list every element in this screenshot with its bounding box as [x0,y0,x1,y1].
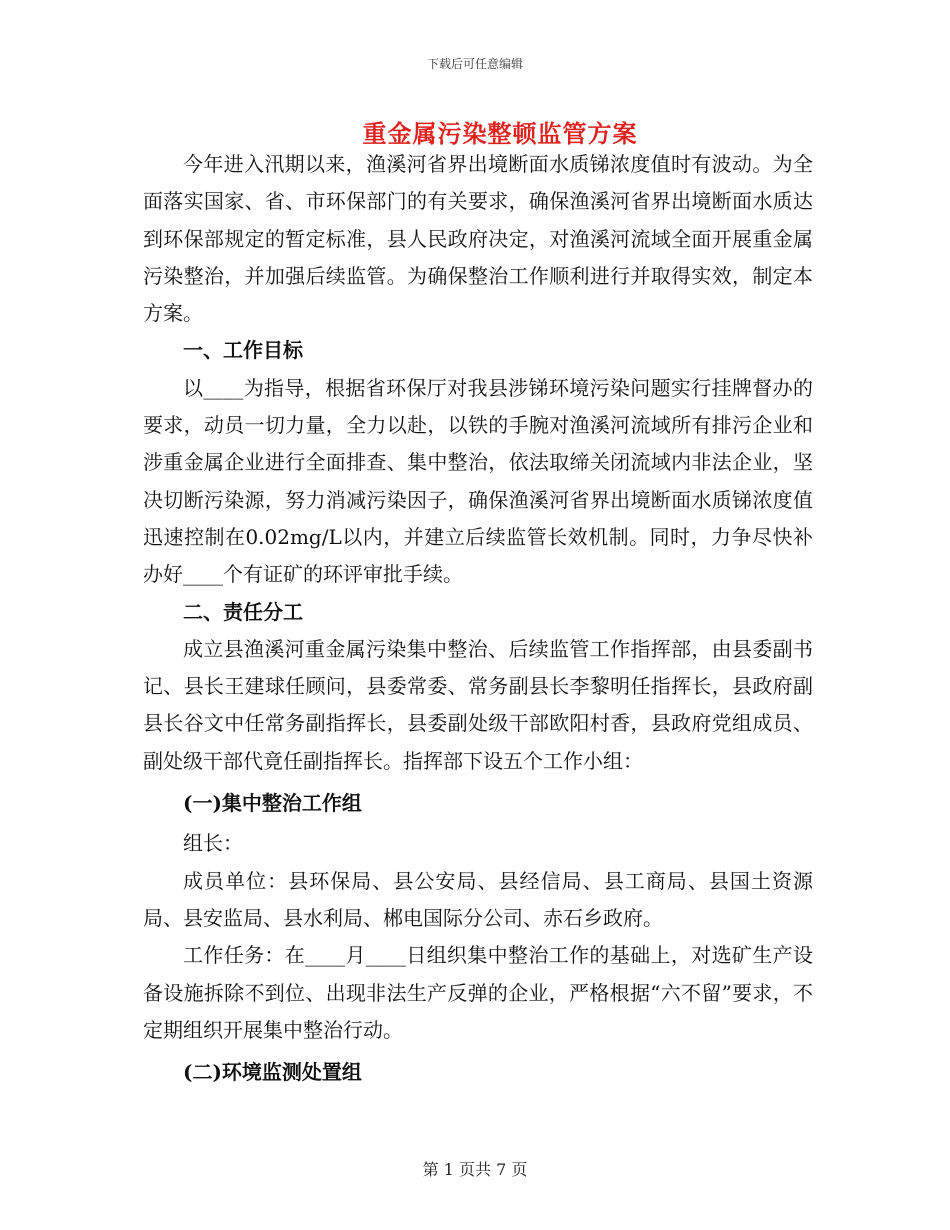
goals-paragraph: 以____为指导，根据省环保厅对我县涉锑环境污染问题实行挂牌督办的要求，动员一切力量，全力以赴，以铁的手腕对渔溪河流域所有排污企业和涉重金属企业进行全面排查、集中整治，依法取缔关闭流域内非法企业，坚决切断污染源，努力消减污染因子，确保渔溪河省界出境断面水质锑浓度值迅速控制在0.02mg/L以内，并建立后续监管长效机制。同时，力争尽快补办好____个有证矿的环评审批手续。 [143,375,813,587]
work-tasks-paragraph: 工作任务：在____月____日组织集中整治工作的基础上，对选矿生产设备设施拆除不到位、出现非法生产反弹的企业，严格根据“六不留”要求，不定期组织开展集中整治行动。 [143,943,813,1042]
member-units-paragraph: 成员单位：县环保局、县公安局、县经信局、县工商局、县国土资源局、县安监局、县水利局、郴电国际分公司、赤石乡政府。 [143,868,813,930]
subheading-rectification-group: (一)集中整治工作组 [183,791,362,816]
document-body [143,146,813,1094]
section-heading-goals: 一、工作目标 [183,338,303,363]
document-title: 重金属污染整顿监管方案 [362,119,638,148]
header-note: 下载后可任意编辑 [426,57,523,71]
subheading-monitoring-group: (二)环境监测处置组 [183,1060,362,1085]
responsibilities-paragraph: 成立县渔溪河重金属污染集中整治、后续监管工作指挥部，由县委副书记、县长王建球任顾问，县委常委、常务副县长李黎明任指挥长，县政府副县长谷文中任常务副指挥长，县委副处级干部欧阳村香，县政府党组成员、副处级干部代竟任副指挥长。指挥部下设五个工作小组： [143,636,813,773]
intro-paragraph: 今年进入汛期以来，渔溪河省界出境断面水质锑浓度值时有波动。为全面落实国家、省、市环保部门的有关要求，确保渔溪河省界出境断面水质达到环保部规定的暂定标准，县人民政府决定，对渔溪河流域全面开展重金属污染整治，并加强后续监管。为确保整治工作顺利进行并取得实效，制定本方案。 [143,152,813,326]
section-heading-responsibilities: 二、责任分工 [183,599,303,624]
page-number: 第 1 页共 7 页 [422,1160,528,1179]
group-leader-line: 组长： [183,831,243,856]
